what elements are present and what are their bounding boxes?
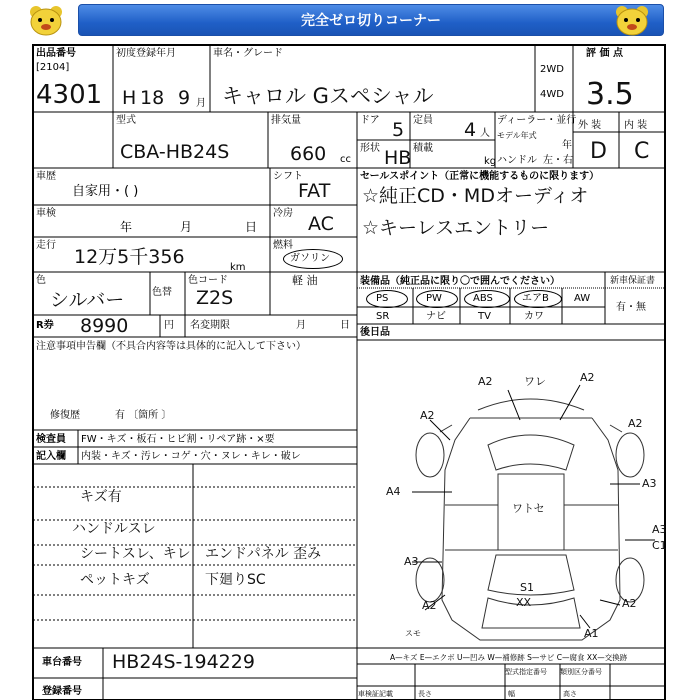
yen-unit: 円 bbox=[164, 320, 174, 331]
back-seat-label: 後日品 bbox=[360, 327, 390, 338]
equipment-tv: TV bbox=[478, 311, 491, 322]
mark-right-front-wheel: A2 bbox=[628, 417, 643, 430]
usage-label: 車歴 bbox=[36, 171, 56, 182]
entry-label: 記入欄 bbox=[36, 451, 66, 462]
car-name: キャロル Gスペシャル bbox=[222, 84, 434, 108]
mark-front-right: A2 bbox=[580, 371, 595, 384]
inspector-label: 検査員 bbox=[36, 434, 66, 445]
shape-value: HB bbox=[384, 147, 412, 169]
mark-bottom-right: A1 bbox=[584, 627, 599, 640]
fuel-light-oil: 軽 油 bbox=[292, 274, 318, 287]
inspector-note-right-2: 下廻りSC bbox=[205, 572, 266, 588]
chassis-label: 車台番号 bbox=[42, 657, 82, 668]
mark-rear-center-1: S1 bbox=[520, 581, 534, 594]
recycle-label: R券 bbox=[36, 320, 54, 331]
equipment-airbag: エアB bbox=[522, 293, 549, 304]
mileage-value: 12万5千356 bbox=[74, 246, 185, 268]
bottom-label-1: 型式指定番号 bbox=[505, 668, 547, 676]
notes-label: 注意事項申告欄（不具合内容等は具体的に記入して下さい） bbox=[36, 341, 306, 352]
load-label: 積載 bbox=[413, 143, 433, 154]
name-change-month: 月 bbox=[296, 320, 306, 331]
color-code-value: Z2S bbox=[196, 287, 234, 309]
inspector-note-2: ハンドルスレ bbox=[72, 521, 156, 537]
color-change-label: 色替 bbox=[152, 287, 172, 298]
cc-unit: cc bbox=[340, 154, 351, 165]
equipment-abs: ABS bbox=[473, 293, 493, 304]
usage-value: 自家用・( ) bbox=[72, 184, 139, 199]
drive-4wd: 4WD bbox=[540, 89, 564, 100]
bottom-label-6: 高さ bbox=[563, 690, 577, 698]
capacity-label: 定員 bbox=[413, 115, 433, 126]
equipment-leather: カワ bbox=[524, 311, 544, 322]
drive-2wd: 2WD bbox=[540, 64, 564, 75]
kg-unit: kg bbox=[484, 156, 497, 167]
bottom-label-3: 車検証記載 bbox=[358, 690, 393, 698]
interior-label: 内 装 bbox=[624, 120, 648, 131]
mileage-label: 走行 bbox=[36, 240, 56, 251]
mark-left-rear-lower: A2 bbox=[422, 599, 437, 612]
aircon-value: AC bbox=[308, 213, 334, 235]
mark-front-left: A2 bbox=[478, 375, 493, 388]
model-label: 型式 bbox=[116, 115, 136, 126]
first-reg-month: 9 bbox=[178, 87, 191, 109]
check-row-2: 内装・キズ・汚レ・コゲ・穴・ヌレ・キレ・破レ bbox=[81, 451, 301, 462]
inspector-note-1: キズ有 bbox=[80, 489, 122, 505]
capacity-value: 4 bbox=[464, 119, 477, 141]
inspector-note-3: シートスレ、キレ bbox=[80, 546, 191, 562]
bottom-label-2: 類別区分番号 bbox=[560, 668, 602, 676]
exterior-label: 外 装 bbox=[578, 120, 602, 131]
color-value: シルバー bbox=[50, 289, 125, 311]
handle-options: 左・右 bbox=[543, 155, 573, 166]
bottom-label-5: 幅 bbox=[508, 690, 515, 698]
mark-right-rear-bottom: A2 bbox=[622, 597, 637, 610]
mark-right-rear-lower: C1 bbox=[652, 539, 667, 552]
color-label: 色 bbox=[36, 275, 46, 286]
equipment-label: 装備品（純正品に限り〇で囲んでください） bbox=[360, 276, 560, 287]
displacement-value: 660 bbox=[290, 143, 327, 165]
inspection-label: 車検 bbox=[36, 208, 56, 219]
bottom-label-4: 長さ bbox=[418, 690, 432, 698]
mark-right-mid: A3 bbox=[642, 477, 657, 490]
mark-right-rear-upper: A3 bbox=[652, 523, 667, 536]
mark-left-rear: A3 bbox=[404, 555, 419, 568]
mark-front-center: ワレ bbox=[524, 375, 546, 388]
name-change-label: 名変期限 bbox=[190, 320, 230, 331]
exhibit-sub: [2104] bbox=[36, 62, 70, 73]
name-change-day: 日 bbox=[340, 320, 350, 331]
banner-title: 完全ゼロ切りコーナー bbox=[78, 4, 664, 36]
inspector-note-right-1: エンドパネル 歪み bbox=[205, 546, 322, 562]
color-code-label: 色コード bbox=[188, 275, 228, 286]
equipment-navi: ナビ bbox=[426, 311, 446, 322]
capacity-unit: 人 bbox=[480, 128, 490, 139]
shift-label: シフト bbox=[273, 171, 303, 182]
first-reg-year: 18 bbox=[140, 87, 165, 109]
km-unit: km bbox=[230, 262, 246, 273]
shape-label: 形状 bbox=[360, 143, 380, 154]
inspection-month-unit: 月 bbox=[180, 220, 193, 234]
first-reg-era: H bbox=[122, 87, 137, 109]
fuel-label: 燃料 bbox=[273, 240, 293, 251]
recycle-value: 8990 bbox=[80, 315, 129, 337]
mark-rear-center-2: XX bbox=[516, 596, 532, 609]
equipment-pw: PW bbox=[426, 293, 442, 304]
mark-left-mid: A4 bbox=[386, 485, 401, 498]
repair-value: 有 〔箇所 〕 bbox=[115, 410, 172, 421]
fuel-gasoline: ガソリン bbox=[290, 253, 330, 264]
displacement-label: 排気量 bbox=[271, 115, 301, 126]
car-name-label: 車名・グレード bbox=[213, 48, 283, 59]
mark-bottom-left: スモ bbox=[405, 629, 421, 638]
chassis-number: HB24S-194229 bbox=[112, 651, 255, 673]
inspector-note-4: ペットキズ bbox=[80, 572, 150, 588]
new-manual-label: 新車保証書 bbox=[610, 276, 656, 286]
inspection-year-unit: 年 bbox=[120, 220, 133, 234]
model-value: CBA-HB24S bbox=[120, 141, 230, 163]
month-unit: 月 bbox=[196, 98, 206, 109]
repair-label: 修復歴 bbox=[50, 410, 80, 421]
sales-point-2: ☆キーレスエントリー bbox=[362, 217, 550, 239]
interior-grade: C bbox=[634, 139, 650, 164]
score-value: 3.5 bbox=[586, 77, 634, 112]
inspection-day-unit: 日 bbox=[245, 220, 258, 234]
door-label: ドア bbox=[360, 115, 380, 126]
sales-point-1: ☆純正CD・MDオーディオ bbox=[362, 185, 589, 207]
handle-label: ハンドル bbox=[497, 155, 537, 166]
dealer-label: ディーラー・並行 bbox=[497, 115, 577, 126]
model-year-label: モデル年式 bbox=[497, 131, 537, 140]
mark-left-front-door: A2 bbox=[420, 409, 435, 422]
damage-legend: A—キズ E—エクボ U—凹み W—補修跡 S—サビ C—腐食 XX—交換跡 bbox=[390, 653, 628, 662]
score-label: 評 価 点 bbox=[586, 48, 623, 59]
sales-label: セールスポイント（正常に機能するものに限ります） bbox=[360, 171, 600, 182]
equipment-ps: PS bbox=[376, 293, 389, 304]
doors-value: 5 bbox=[392, 119, 405, 141]
shift-value: FAT bbox=[298, 180, 331, 202]
equipment-aw: AW bbox=[574, 293, 591, 304]
exterior-grade: D bbox=[590, 139, 607, 164]
new-manual-value: 有・無 bbox=[616, 302, 646, 313]
equipment-sr: SR bbox=[376, 311, 390, 322]
mark-roof: ワトセ bbox=[512, 502, 545, 515]
exhibit-label: 出品番号 bbox=[36, 48, 76, 59]
first-reg-label: 初度登録年月 bbox=[116, 48, 176, 59]
aircon-label: 冷房 bbox=[273, 208, 293, 219]
exhibit-number: 4301 bbox=[36, 80, 103, 110]
check-row-1: FW・キズ・板石・ヒビ割・リペア跡・×要 bbox=[81, 434, 275, 445]
registration-label: 登録番号 bbox=[42, 686, 82, 697]
model-year-unit: 年 bbox=[562, 140, 572, 151]
